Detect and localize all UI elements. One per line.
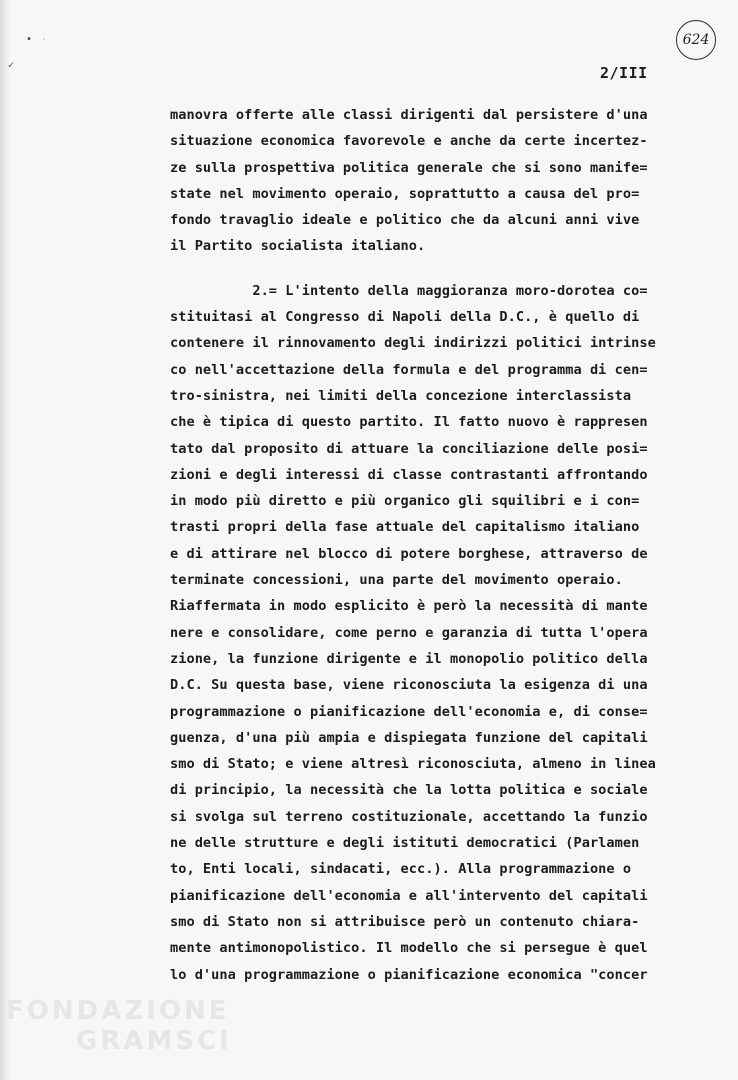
text-line: pianificazione dell'economia e all'intervento del capitali [170,887,648,904]
text-line: situazione economica favorevole e anche da certe incertez- [170,133,648,150]
page-number: 2/III [600,64,648,82]
text-line: terminate concessioni, una parte del movimento operaio. [170,572,623,589]
text-line: fondo travaglio ideale e politico che da alcuni anni vive [170,212,640,229]
text-line: guenza, d'una più ampia e dispiegata funzione del capitali [170,729,648,746]
text-line: ne delle strutture e degli istituti democratici (Parlamen [170,835,640,852]
stray-mark: · [42,36,46,43]
text-line: manovra offerte alle classi dirigenti dal persistere d'una [170,107,648,123]
text-line: stituitasi al Congresso di Napoli della D.C., è quello di [170,309,640,326]
archive-number-stamp: 624 [676,20,716,60]
paragraph [170,102,730,260]
scan-edge-shadow [0,0,10,1080]
text-line: zioni e degli interessi di classe contrastanti affrontando [170,466,648,483]
text-line: di principio, la necessità che la lotta politica e sociale [170,782,648,799]
text-line: il Partito socialista italiano. [170,238,426,255]
text-line: state nel movimento operaio, soprattutto a causa del pro= [170,185,640,202]
text-line: tato dal proposito di attuare la conciliazione delle posi= [170,440,648,457]
text-line: to, Enti locali, sindacati, ecc.). Alla programmazione o [170,861,632,878]
text-line: smo di Stato; e viene altresì riconosciuta, almeno in linea [170,756,656,773]
archive-watermark [6,996,232,1056]
text-line: contenere il rinnovamento degli indirizzi politici intrinse [170,335,656,352]
text-line: in modo più diretto e più organico gli squilibri e i con= [170,493,640,510]
stray-mark: • [26,34,33,45]
paragraph [170,278,730,988]
watermark-line: GRAMSCI [76,1026,232,1056]
text-line: che è tipica di questo partito. Il fatto nuovo è rappresen [170,414,648,431]
text-line: zione, la funzione dirigente e il monopolio politico della [170,650,648,667]
watermark-line: FONDAZIONE [6,996,230,1026]
text-line: tro-sinistra, nei limiti della concezione interclassista [170,387,632,404]
text-line: D.C. Su questa base, viene riconosciuta la esigenza di una [170,677,648,694]
text-line: si svolga sul terreno costituzionale, accettando la funzio [170,808,648,825]
text-line: lo d'una programmazione o pianificazione economica "concer [170,966,648,983]
text-line: trasti propri della fase attuale del capitalismo italiano [170,519,640,536]
text-line: nere e consolidare, come perno e garanzia di tutta l'opera [170,624,648,641]
body-text [170,102,730,988]
text-line: Riaffermata in modo esplicito è però la necessità di mante [170,598,648,615]
text-line: co nell'accettazione della formula e del programma di cen= [170,361,648,378]
stray-mark: ✓ [8,60,15,71]
text-line: e di attirare nel blocco di potere borghese, attraverso de [170,545,648,562]
text-line: smo di Stato non si attribuisce però un contenuto chiara- [170,913,640,930]
text-line: ze sulla prospettiva politica generale che si sono manife= [170,159,648,176]
text-line: programmazione o pianificazione dell'economia e, di conse= [170,703,648,720]
text-line: mente antimonopolistico. Il modello che si persegue è quel [170,940,648,957]
text-line: 2.= L'intento della maggioranza moro-dorotea co= [170,282,648,299]
